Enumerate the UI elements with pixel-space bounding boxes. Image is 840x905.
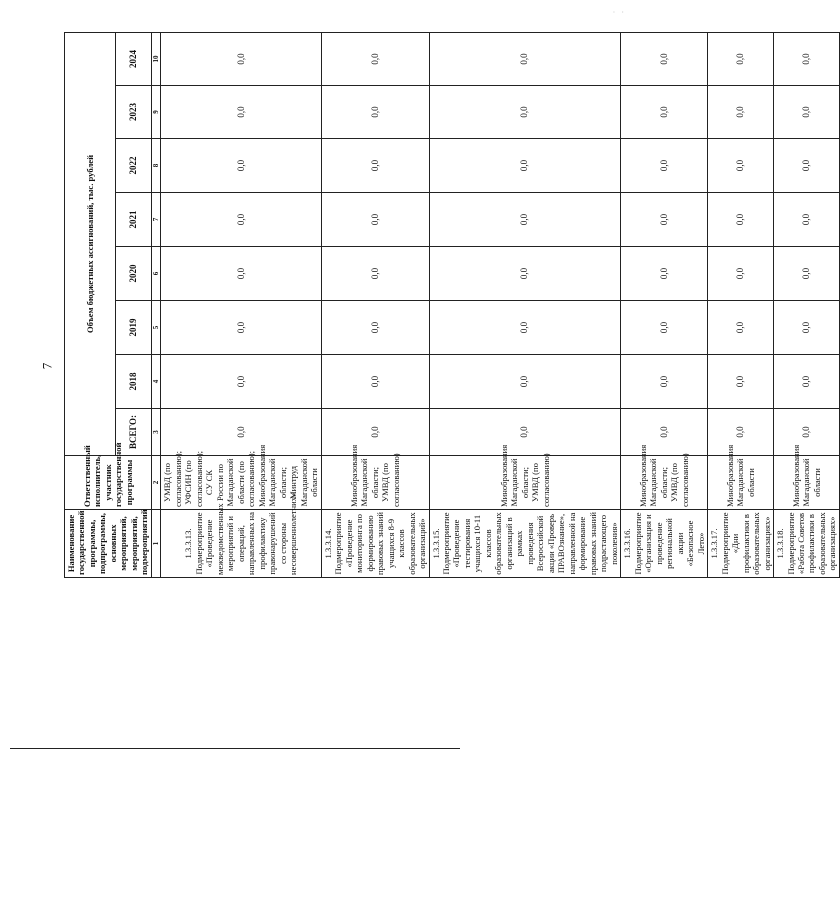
row-year-value: 0,0	[161, 355, 321, 409]
column-number: 1	[151, 510, 161, 578]
header-year: 2022	[115, 139, 151, 193]
row-executor: Минобразования Магаданской области; УМВД (по согласованию)	[321, 456, 429, 510]
row-name: 1.3.3.17. Подмероприятие «Дни профилактики в образовательных организациях»	[708, 510, 774, 578]
row-year-value: 0,0	[621, 247, 708, 301]
row-year-value: 0,0	[429, 86, 621, 139]
header-year: 2019	[115, 301, 151, 355]
column-number: 6	[151, 247, 161, 301]
row-year-value: 0,0	[621, 86, 708, 139]
column-number: 9	[151, 86, 161, 139]
table-row	[708, 32, 774, 577]
row-executor: Минобразования Магаданской области; УМВД (по согласованию)	[621, 456, 708, 510]
budget-table	[64, 32, 840, 578]
row-total-value: 0,0	[161, 409, 321, 456]
row-year-value: 0,0	[321, 139, 429, 193]
row-executor: Минобразования Магаданской области; УМВД (по согласованию)	[429, 456, 621, 510]
row-year-value: 0,0	[708, 193, 774, 247]
row-year-value: 0,0	[774, 32, 840, 85]
row-year-value: 0,0	[161, 139, 321, 193]
row-year-value: 0,0	[161, 86, 321, 139]
row-year-value: 0,0	[621, 32, 708, 85]
header-executor: Ответственный исполнитель, участник государственной программы	[65, 456, 152, 510]
row-year-value: 0,0	[774, 247, 840, 301]
row-total-value: 0,0	[429, 409, 621, 456]
row-name: 1.3.3.18. Подмероприятие «Работа Советов профилактики в образовательных организациях»	[774, 510, 840, 578]
row-total-value: 0,0	[621, 409, 708, 456]
scan-marks: · ·	[612, 8, 626, 17]
row-year-value: 0,0	[774, 139, 840, 193]
page-number: 7	[39, 362, 55, 370]
row-year-value: 0,0	[708, 355, 774, 409]
row-name: 1.3.3.16. Подмероприятие «Организация и проведение региональной акции «Безопасное Лето»	[621, 510, 708, 578]
row-year-value: 0,0	[161, 32, 321, 85]
column-number: 8	[151, 139, 161, 193]
column-number: 3	[151, 409, 161, 456]
table-row	[321, 32, 429, 577]
header-year: 2018	[115, 355, 151, 409]
row-year-value: 0,0	[321, 86, 429, 139]
row-year-value: 0,0	[621, 139, 708, 193]
header-budget-group: Объем бюджетных ассигнований, тыс. рублей	[65, 32, 116, 455]
row-executor: УМВД (по согласованию); УФСИН (по согласованию); СУ СК России по Магаданской области (по согласованию); Минобразования Магаданской области; Минтруд Магаданской области	[161, 456, 321, 510]
bottom-rule	[10, 748, 460, 749]
header-year: 2024	[115, 32, 151, 85]
column-number: 4	[151, 355, 161, 409]
row-year-value: 0,0	[774, 193, 840, 247]
table-row	[161, 32, 321, 577]
row-name: 1.3.3.15. Подмероприятие «Проведение тестирования учащихся 10-11 классов образовательных организаций в рамках проведения Всероссийской акции «Проверь ПРАВОзнание», направленной на формирование правовых знаний подрастающего поколения»	[429, 510, 621, 578]
header-year: 2020	[115, 247, 151, 301]
header-year: 2023	[115, 86, 151, 139]
row-year-value: 0,0	[161, 301, 321, 355]
row-name: 1.3.3.14. Подмероприятие «Проведение мониторинга по формированию правовых знаний учащихся 8-9 классов образовательных организаций»	[321, 510, 429, 578]
row-year-value: 0,0	[708, 301, 774, 355]
row-year-value: 0,0	[708, 247, 774, 301]
row-year-value: 0,0	[708, 86, 774, 139]
row-total-value: 0,0	[708, 409, 774, 456]
header-total: ВСЕГО:	[115, 409, 151, 456]
row-year-value: 0,0	[429, 32, 621, 85]
row-year-value: 0,0	[774, 301, 840, 355]
row-year-value: 0,0	[161, 193, 321, 247]
row-year-value: 0,0	[321, 32, 429, 85]
row-year-value: 0,0	[429, 355, 621, 409]
header-name: Наименование государственной программы, подпрограммы, основных мероприятий, мероприятий, подмероприятий	[65, 510, 152, 578]
column-number: 10	[151, 32, 161, 85]
row-year-value: 0,0	[774, 355, 840, 409]
row-year-value: 0,0	[774, 86, 840, 139]
row-year-value: 0,0	[708, 32, 774, 85]
row-year-value: 0,0	[429, 301, 621, 355]
table-row	[621, 32, 708, 577]
row-year-value: 0,0	[621, 355, 708, 409]
row-year-value: 0,0	[321, 193, 429, 247]
row-year-value: 0,0	[429, 193, 621, 247]
row-year-value: 0,0	[621, 301, 708, 355]
row-year-value: 0,0	[708, 139, 774, 193]
row-year-value: 0,0	[621, 193, 708, 247]
column-number: 7	[151, 193, 161, 247]
row-name: 1.3.3.13. Подмероприятие «Проведение межведомственных мероприятий и операций, направленных на профилактику правонарушений со стороны несовершеннолетних»	[161, 510, 321, 578]
table-row	[774, 32, 840, 577]
rotated-table-container	[64, 33, 838, 578]
table-body	[65, 32, 840, 577]
column-number: 5	[151, 301, 161, 355]
row-year-value: 0,0	[429, 139, 621, 193]
row-year-value: 0,0	[321, 301, 429, 355]
row-year-value: 0,0	[321, 247, 429, 301]
row-executor: Минобразования Магаданской области	[774, 456, 840, 510]
row-year-value: 0,0	[161, 247, 321, 301]
row-year-value: 0,0	[429, 247, 621, 301]
row-total-value: 0,0	[321, 409, 429, 456]
table-row	[429, 32, 621, 577]
row-total-value: 0,0	[774, 409, 840, 456]
column-number: 2	[151, 456, 161, 510]
header-year: 2021	[115, 193, 151, 247]
row-executor: Минобразования Магаданской области	[708, 456, 774, 510]
row-year-value: 0,0	[321, 355, 429, 409]
